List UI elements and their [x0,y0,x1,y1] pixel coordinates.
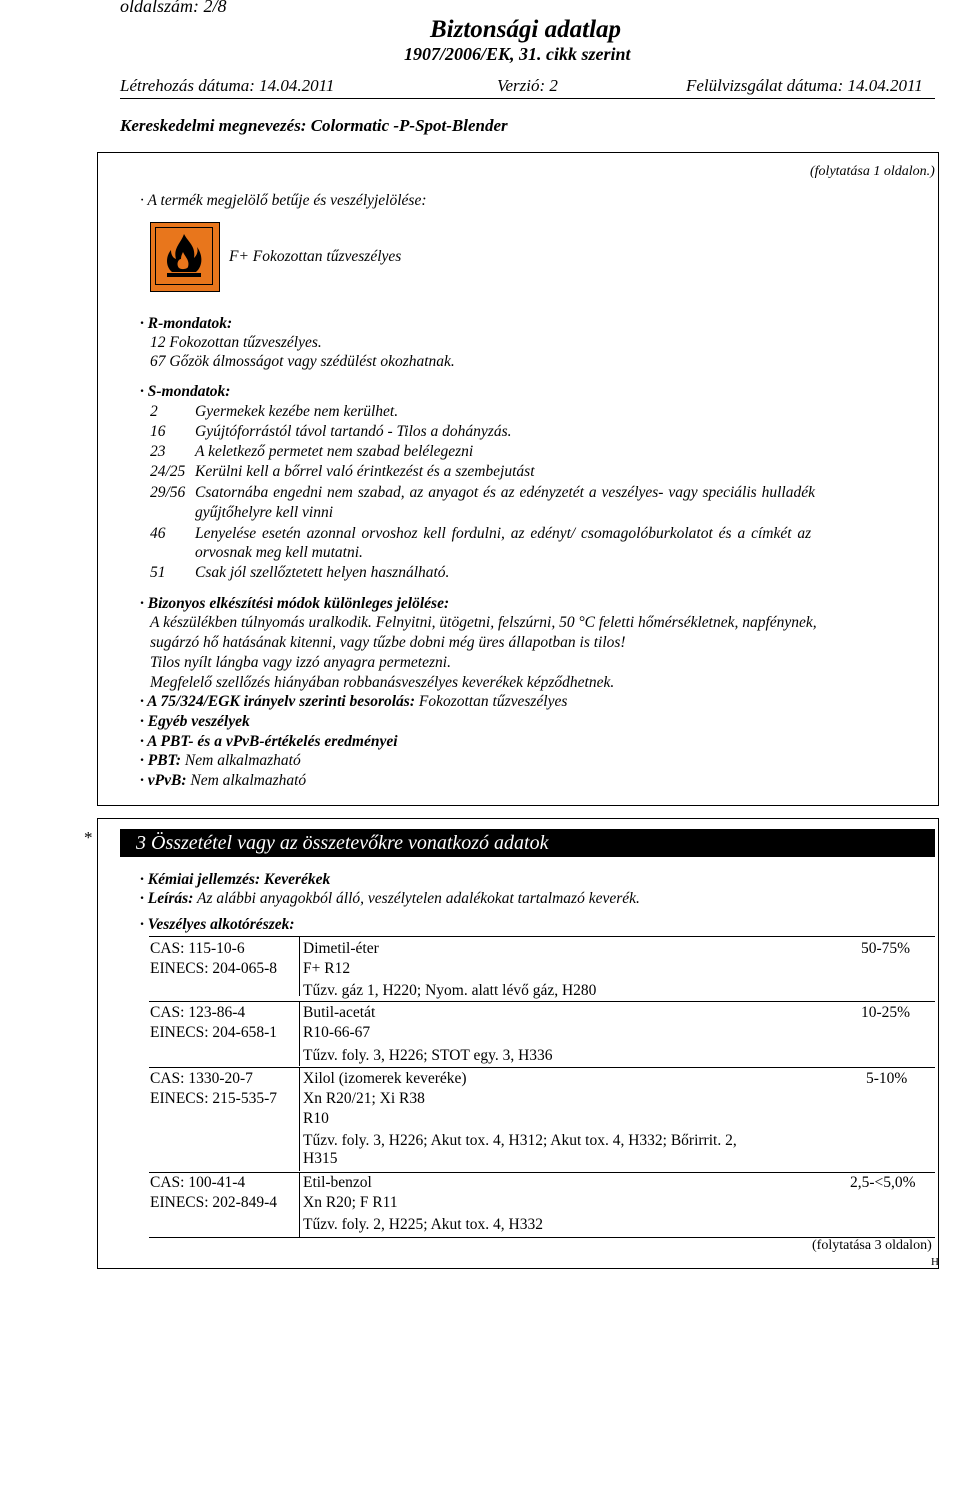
component-class: R10-66-67 [303,1024,371,1041]
version: Verzió: 2 [497,76,558,95]
s-phrase-code: 46 [150,525,166,542]
component-clp: Tűzv. gáz 1, H220; Nyom. alatt lévő gáz, H280 [303,982,597,999]
trade-name: Kereskedelmi megnevezés: Colormatic -P-Spot-Blender [120,116,508,135]
r-phrase: 67 Gőzök álmosságot vagy szédülést okozhatnak. [150,353,455,370]
component-percent: 2,5-<5,0% [850,1174,916,1191]
component-percent: 10-25% [861,1004,911,1021]
cas-number: CAS: 1330-20-7 [150,1070,253,1087]
hazard-pictogram [150,222,220,292]
table-rule [149,1172,935,1173]
s-phrase-code: 51 [150,564,166,581]
component-class: Xn R20/21; Xi R38 [303,1090,425,1107]
component-class: F+ R12 [303,960,351,977]
s-phrase-text: Gyermekek kezébe nem kerülhet. [195,403,399,420]
table-rule [149,1001,935,1002]
description-line: · Leírás: Az alábbi anyagokból álló, veszélytelen adalékokat tartalmazó keverék. [140,890,640,907]
component-clp: H315 [303,1150,338,1167]
s-phrases-label: · S-mondatok: [140,383,231,400]
cas-number: CAS: 115-10-6 [150,940,245,957]
s-phrase-text: Csak jól szellőztetett helyen használható. [195,564,450,581]
special-line: Megfelelő szellőzés hiányában robbanásveszélyes keverékek képződhetnek. [150,674,615,691]
s-phrase-code: 23 [150,443,166,460]
s-phrase-text: Gyújtóforrástól távol tartandó - Tilos a dohányzás. [195,423,512,440]
cas-number: CAS: 123-86-4 [150,1004,246,1021]
change-marker: * [84,828,93,847]
vpvb-line: · vPvB: Nem alkalmazható [140,772,307,789]
header-divider [120,98,935,99]
s-phrase-text: A keletkező permetet nem szabad belélegezni [195,443,474,460]
r-phrases-label: · R-mondatok: [140,315,233,332]
component-name: Dimetil-éter [303,940,379,957]
component-class: Xn R20; F R11 [303,1194,398,1211]
s-phrase-code: 24/25 [150,463,186,480]
chem-characterization: · Kémiai jellemzés: Keverékek [140,871,331,888]
s-phrase-text-cont: gyűjtőhelyre kell vinni [195,504,334,521]
table-column-rule [299,1001,300,1066]
einecs-number: EINECS: 215-535-7 [150,1090,278,1107]
component-clp: Tűzv. foly. 3, H226; Akut tox. 4, H312; Akut tox. 4, H332; Bőrirrit. 2, [303,1132,737,1149]
s-phrase-text: Csatornába engedni nem szabad, az anyagot és az edényzetét a veszélyes- vagy speciális hulladék [195,484,815,501]
table-column-rule [299,936,300,996]
s-phrase-text: Lenyelése esetén azonnal orvoshoz kell fordulni, az edényt/ csomagolóburkolatot és a címkét az [195,525,812,542]
component-class: R10 [303,1110,329,1127]
pbt-line: · PBT: Nem alkalmazható [140,752,301,769]
s-phrase-code: 29/56 [150,484,186,501]
special-line: A készülékben túlnyomás uralkodik. Felnyitni, ütögetni, felszúrni, 50 °C feletti hőmérsékletnek, napfénynek, [150,614,817,631]
component-percent: 50-75% [861,940,911,957]
component-name: Butil-acetát [303,1004,376,1021]
section3-heading [120,829,935,857]
table-column-rule [299,1067,300,1171]
s-phrase-text-cont: orvosnak meg kell mutatni. [195,544,363,561]
einecs-number: EINECS: 202-849-4 [150,1194,278,1211]
pbt-results-label: · A PBT- és a vPvB-értékelés eredményei [140,733,398,750]
s-phrase-code: 16 [150,423,166,440]
s-phrase-code: 2 [150,403,158,420]
component-clp: Tűzv. foly. 2, H225; Akut tox. 4, H332 [303,1216,543,1233]
regulation-reference: 1907/2006/EK, 31. cikk szerint [404,44,631,64]
continued-from-note: (folytatása 1 oldalon.) [810,164,935,179]
hazard-symbol-text: F+ Fokozottan tűzveszélyes [229,248,402,265]
hazardous-components-label: · Veszélyes alkotórészek: [140,916,295,933]
other-hazards-label: · Egyéb veszélyek [140,713,250,730]
component-clp: Tűzv. foly. 3, H226; STOT egy. 3, H336 [303,1047,553,1064]
page-number: oldalszám: 2/8 [120,0,227,16]
special-label: · Bizonyos elkészítési módok különleges jelölése: [140,595,450,612]
classification-line: · A 75/324/EGK irányelv szerinti besorolás: Fokozottan tűzveszélyes [140,693,568,710]
component-name: Xilol (izomerek keveréke) [303,1070,467,1087]
special-line: Tilos nyílt lángba vagy izzó anyagra permetezni. [150,654,451,671]
cas-number: CAS: 100-41-4 [150,1174,246,1191]
creation-date: Létrehozás dátuma: 14.04.2011 [120,76,335,95]
component-percent: 5-10% [866,1070,908,1087]
einecs-number: EINECS: 204-658-1 [150,1024,278,1041]
component-name: Etil-benzol [303,1174,372,1191]
s-phrase-text: Kerülni kell a bőrrel való érintkezést és a szembejutást [195,463,535,480]
r-phrase: 12 Fokozottan tűzveszélyes. [150,334,322,351]
flame-icon [156,228,212,284]
revision-date: Felülvizsgálat dátuma: 14.04.2011 [686,76,923,95]
table-rule [149,936,935,937]
language-marker: H [931,1256,939,1268]
table-column-rule [299,1172,300,1238]
hazard-letter-label: · A termék megjelölő betűje és veszélyjelölése: [140,192,427,209]
document-title: Biztonsági adatlap [430,16,622,43]
continued-to-note: (folytatása 3 oldalon) [812,1238,932,1253]
einecs-number: EINECS: 204-065-8 [150,960,278,977]
special-line: sugárzó hő hatásának kitenni, vagy tűzbe dobni még üres állapotban is tilos! [150,634,626,651]
table-rule [149,1067,935,1068]
section3-title: 3 Összetétel vagy az összetevőkre vonatkozó adatok [136,832,549,854]
